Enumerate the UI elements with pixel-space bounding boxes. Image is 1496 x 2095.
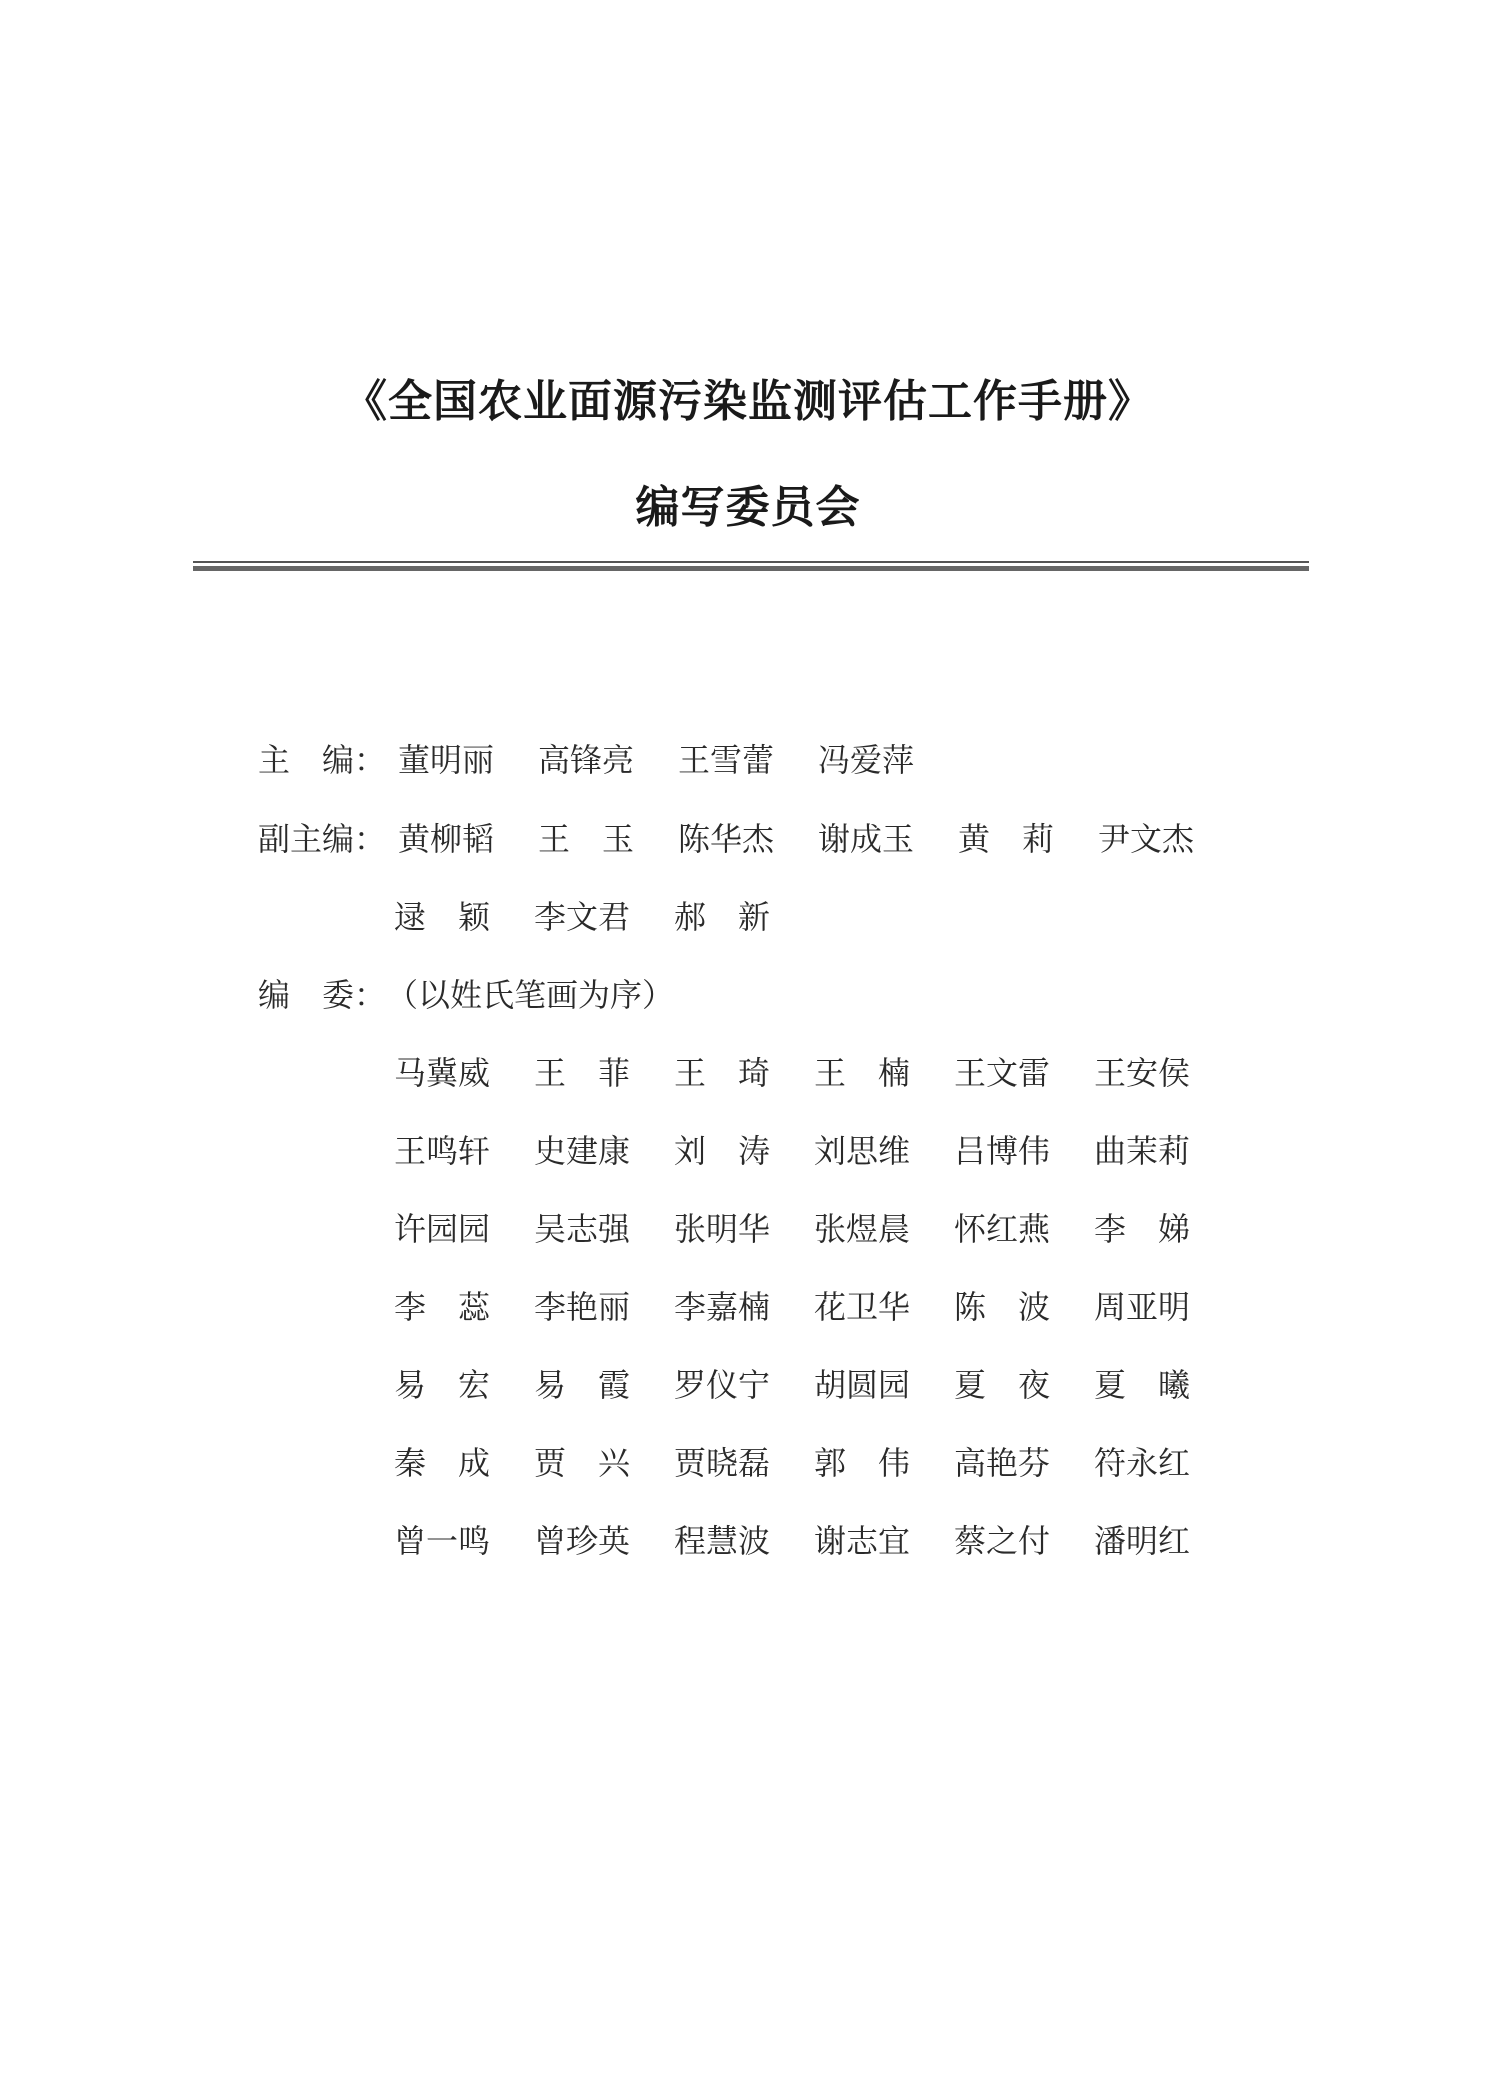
board-member-name: 王 楠 [814,1054,911,1092]
editorial-board-label: 编 委： [258,976,387,1014]
deputy-editor-name: 尹文杰 [1098,820,1195,858]
board-member-name: 胡圆园 [814,1366,911,1404]
board-member-name: 吕博伟 [954,1132,1051,1170]
board-member-name: 刘思维 [814,1132,911,1170]
editorial-board-row [0,973,1496,1017]
board-member-name: 张明华 [674,1210,771,1248]
board-member-name: 罗仪宁 [674,1366,771,1404]
deputy-editor-name: 逯 颖 [394,898,491,936]
board-members-row [0,1129,1496,1173]
board-member-name: 李艳丽 [534,1288,631,1326]
board-member-name: 张煜晨 [814,1210,911,1248]
board-members-row [0,1207,1496,1251]
board-member-name: 曲茉莉 [1094,1132,1191,1170]
deputy-editor-name: 王 玉 [538,820,635,858]
board-member-name: 程慧波 [674,1522,771,1560]
chief-editor-name: 王雪蕾 [678,741,775,779]
chief-editor-name: 董明丽 [398,741,495,779]
board-member-name: 陈 波 [954,1288,1051,1326]
board-member-name: 曾一鸣 [394,1522,491,1560]
board-member-name: 李 娣 [1094,1210,1191,1248]
deputy-editor-name: 李文君 [534,898,631,936]
board-member-name: 怀红燕 [954,1210,1051,1248]
board-member-name: 符永红 [1094,1444,1191,1482]
board-member-name: 周亚明 [1094,1288,1191,1326]
board-member-name: 刘 涛 [674,1132,771,1170]
board-member-name: 吴志强 [534,1210,631,1248]
editorial-board-note: （以姓氏笔画为序） [386,976,675,1014]
board-member-name: 曾珍英 [534,1522,631,1560]
board-member-name: 王文雷 [954,1054,1051,1092]
chief-editor-name: 冯爱萍 [818,741,915,779]
deputy-editor-name: 黄柳韬 [398,820,495,858]
board-member-name: 夏 曦 [1094,1366,1191,1404]
board-member-name: 蔡之付 [954,1522,1051,1560]
book-title: 《全国农业面源污染监测评估工作手册》 [343,376,1153,427]
board-member-name: 王 琦 [674,1054,771,1092]
deputy-editor-name: 谢成玉 [818,820,915,858]
board-member-name: 史建康 [534,1132,631,1170]
chief-editors-label: 主 编： [258,741,387,779]
committee-heading: 编写委员会 [635,482,861,533]
board-member-name: 潘明红 [1094,1522,1191,1560]
board-members-row [0,1519,1496,1563]
board-members-row [0,1285,1496,1329]
chief-editor-name: 高锋亮 [538,741,635,779]
board-member-name: 李 蕊 [394,1288,491,1326]
board-member-name: 王安侯 [1094,1054,1191,1092]
board-member-name: 许园园 [394,1210,491,1248]
board-member-name: 谢志宜 [814,1522,911,1560]
board-member-name: 马冀威 [394,1054,491,1092]
board-member-name: 秦 成 [394,1444,491,1482]
board-members-row [0,1441,1496,1485]
board-member-name: 贾晓磊 [674,1444,771,1482]
deputy-editors-row-continued [0,895,1496,939]
board-member-name: 易 宏 [394,1366,491,1404]
title-divider-thin [193,561,1309,563]
board-member-name: 夏 夜 [954,1366,1051,1404]
board-member-name: 李嘉楠 [674,1288,771,1326]
deputy-editors-row [0,817,1496,861]
board-member-name: 王 菲 [534,1054,631,1092]
board-member-name: 王鸣轩 [394,1132,491,1170]
board-member-name: 花卫华 [814,1288,911,1326]
title-divider-thick [193,566,1309,571]
deputy-editor-name: 郝 新 [674,898,771,936]
board-member-name: 郭 伟 [814,1444,911,1482]
board-member-name: 易 霞 [534,1366,631,1404]
board-members-row [0,1051,1496,1095]
board-member-name: 贾 兴 [534,1444,631,1482]
chief-editors-row [0,738,1496,782]
board-members-row [0,1363,1496,1407]
deputy-editors-label: 副主编： [258,820,387,858]
deputy-editor-name: 黄 莉 [958,820,1055,858]
deputy-editor-name: 陈华杰 [678,820,775,858]
board-member-name: 高艳芬 [954,1444,1051,1482]
